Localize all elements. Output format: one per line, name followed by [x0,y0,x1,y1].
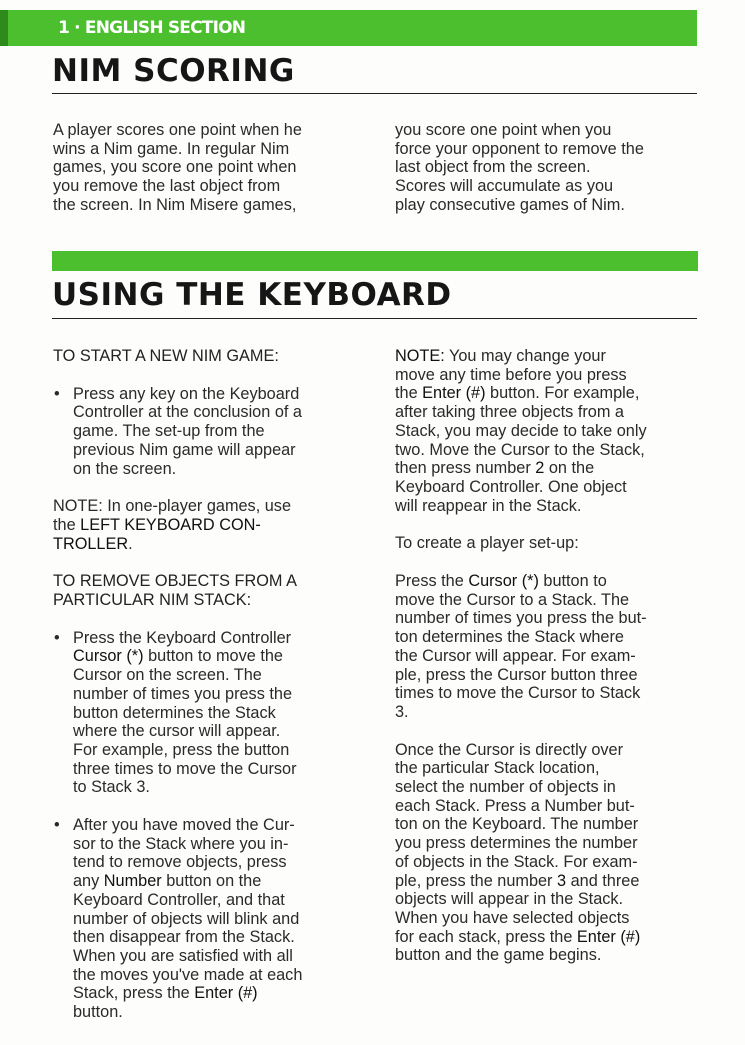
text-line: To create a player set-up: [395,534,579,553]
text-line: Press any key on the Keyboard [73,384,300,403]
text: and three [566,871,640,890]
remove-objects-heading: PARTICULAR NIM STACK: [53,591,252,610]
nim-scoring-left-column [53,121,373,215]
text: button to move the [143,647,283,666]
text-line: Keyboard Controller. One object [395,477,627,496]
text-line: you press determines the number [395,834,638,853]
nim-scoring-right-column [395,121,705,215]
bullet-icon: • [54,816,60,835]
text-line [395,459,705,478]
text-line: games, you score one point when [53,158,297,177]
text: on the [544,459,595,478]
text-line: three times to move the Cursor [73,759,297,778]
text: Stack, press the [73,984,195,1003]
text-line: two. Move the Cursor to the Stack, [395,440,645,459]
nim-scoring-title: NIM SCORING [52,53,295,89]
text-line: the particular Stack location, [395,759,600,778]
title-rule [52,318,697,319]
keyword: NOTE: [395,347,445,365]
text-line: Stack, you may decide to take only [395,421,647,440]
text: You may change your [444,347,606,365]
text-line: After you have moved the Cur- [73,816,295,835]
text-line: sor to the Stack where you in- [73,834,289,853]
text-line [395,928,705,947]
text-line: then disappear from the Stack. [73,928,295,947]
text-line: of objects in the Stack. For exam- [395,852,638,871]
text-line: select the number of objects in [395,778,616,797]
text-line: number of times you press the but- [395,609,647,628]
text-line: objects will appear in the Stack. [395,890,624,909]
text-line: move any time before you press [395,365,627,384]
text-line: 3. [395,702,409,721]
text-line: times to move the Cursor to Stack [395,684,641,703]
text: for each stack, press the [395,927,577,946]
text-line: When you are satisfied with all [73,946,293,965]
text-line: force your opponent to remove the [395,139,644,158]
text: button on the [161,872,262,891]
text: . [128,534,133,553]
keyword: Enter (#) [194,984,258,1003]
text-line [395,384,705,403]
text-line: game. The set-up from the [73,422,265,441]
remove-objects-heading: TO REMOVE OBJECTS FROM A [53,572,297,591]
text-line: number of times you press the [73,684,292,703]
text-line [395,347,705,366]
text-line: Scores will accumulate as you [395,177,614,196]
text: any [73,872,104,891]
note-line [53,516,373,535]
section-label: 1 · ENGLISH SECTION [58,18,246,38]
text-line [73,872,373,891]
text: button to [538,572,607,591]
text-line: the screen. In Nim Misere games, [53,195,297,214]
text: then press number [395,459,536,478]
text-line [395,572,705,591]
text-line: last object from the screen. [395,158,591,177]
section-header-bar [0,10,697,46]
keyword: Cursor (*) [73,647,144,666]
text: button. For example, [485,384,640,403]
text-line: previous Nim game will appear [73,440,296,459]
text-line [73,984,373,1003]
text-line: you score one point when you [395,121,612,139]
note-line [53,535,373,554]
text-line: button determines the Stack [73,703,276,722]
text-line: Cursor on the screen. The [73,666,262,685]
text-line: ple, press the Cursor button three [395,665,638,684]
text: ple, press the number [395,871,557,890]
text-line: will reappear in the Stack. [395,496,582,515]
using-keyboard-title: USING THE KEYBOARD [52,277,452,313]
keyword: Enter (#) [422,384,486,403]
text-line: ton on the Keyboard. The number [395,815,639,834]
keyboard-left-column [53,347,373,1022]
text-line: after taking three objects from a [395,403,624,422]
text-line: on the screen. [73,459,177,478]
text-line: move the Cursor to a Stack. The [395,590,630,609]
text-line: number of objects will blink and [73,909,300,928]
text: the [53,515,81,534]
keyword: Cursor (*) [468,572,539,591]
keyboard-right-column [395,347,705,965]
start-game-heading: TO START A NEW NIM GAME: [53,347,279,365]
keyword: LEFT KEYBOARD CON- [80,515,261,534]
text-line: to Stack 3. [73,778,150,797]
text-line: Once the Cursor is directly over [395,740,624,759]
text-line: each Stack. Press a Number but- [395,796,635,815]
bullet-icon: • [54,628,60,647]
text-line: button. [73,1003,123,1022]
header-bar-edge [0,10,8,46]
list-item [53,816,373,1022]
text: Press the [395,572,469,591]
keyword: Number [103,872,162,891]
text-line: For example, press the button [73,740,290,759]
text-line: When you have selected objects [395,908,630,927]
keyword: TROLLER [53,534,129,553]
text-line [395,872,705,891]
text-line: button and the game begins. [395,946,602,965]
bullet-icon: • [54,384,60,403]
keyword: Enter (#) [576,927,641,946]
text-line: the Cursor will appear. For exam- [395,646,636,665]
text-line: you remove the last object from [53,177,281,196]
text-line: the moves you've made at each [73,965,303,984]
keyword: 2 [535,459,545,478]
text-line: tend to remove objects, press [73,853,287,872]
text-line: Controller at the conclusion of a [73,403,302,422]
text-line [73,647,373,666]
text-line: Press the Keyboard Controller [73,628,292,647]
title-rule [52,93,697,94]
text-line: ton determines the Stack where [395,628,624,647]
text: the [395,384,423,403]
keyword: 3 [557,871,567,890]
text-line: A player scores one point when he [53,121,302,139]
note-line: NOTE: In one-player games, use [53,497,291,516]
list-item [53,629,373,797]
text-line: play consecutive games of Nim. [395,195,625,214]
list-item [53,385,373,479]
section-divider-bar [52,251,698,271]
text-line: where the cursor will appear. [73,722,281,741]
text-line: wins a Nim game. In regular Nim [53,139,290,158]
text-line: Keyboard Controller, and that [73,890,285,909]
